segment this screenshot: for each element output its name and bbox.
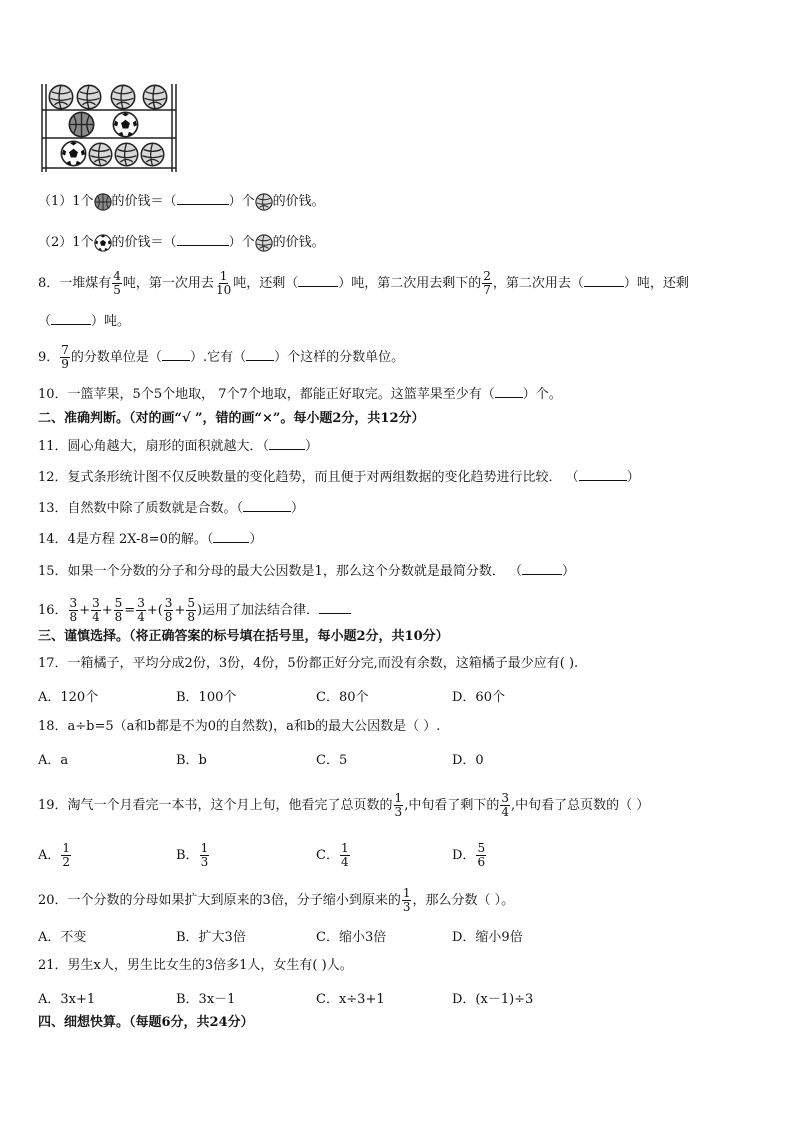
q18-option-b[interactable]: B．b [176, 753, 207, 768]
q17-option-c[interactable]: C．80个 [316, 690, 369, 705]
q18-option-c[interactable]: C．5 [316, 753, 348, 768]
q19-option-c[interactable]: C． $\frac{1}{4}$ [316, 841, 349, 869]
answer-blank[interactable] [269, 437, 305, 450]
q18-option-a[interactable]: A．a [38, 753, 69, 768]
question-8: 8．一堆煤有 $\frac{4}{5}$ 吨，第一次用去 $\frac{1}{10}$ 吨，还剩（ ）吨，第二次用去剩下的 $\frac{2}{7}$ ，第二次用去（ ）吨，还剩 [38, 269, 689, 297]
volleyball-icon [141, 143, 164, 166]
question-16: 16． $\frac{3}{8}$ + $\frac{3}{4}$ + $\frac{5}{8}$ = $\frac{3}{4}$ +( $\frac{3}{8}$ + $\frac{5}{8}$ )运用了加法结合律． [38, 597, 351, 624]
q7-sub2: （2）1个 的价钱＝（ ）个 的价钱。 [38, 235, 325, 250]
q20-option-a[interactable]: A．不变 [38, 930, 87, 945]
answer-blank[interactable] [243, 499, 291, 512]
section-3-heading: 三、谨慎选择。（将正确答案的标号填在括号里，每小题2分，共10分） [38, 629, 449, 644]
q17-option-d[interactable]: D．60个 [452, 690, 505, 705]
fraction: $\frac{3}{4}$ [92, 596, 100, 624]
soccer-ball-icon [61, 141, 85, 165]
fraction: $\frac{1}{3}$ [402, 886, 411, 914]
q18-option-d[interactable]: D．0 [452, 753, 484, 768]
fraction: $\frac{3}{4}$ [501, 791, 509, 819]
basketball-icon [94, 193, 112, 211]
fraction: $\frac{3}{8}$ [69, 596, 78, 624]
answer-blank[interactable] [51, 312, 91, 325]
volleyball-icon [255, 193, 273, 211]
question-20: 20．一个分数的分母如果扩大到原来的3倍，分子缩小到原来的 $\frac{1}{3}$ ，那么分数（ ）。 [38, 886, 515, 914]
question-21: 21．男生x人，男生比女生的3倍多1人，女生有( )人。 [38, 958, 353, 973]
question-9: 9． $\frac{7}{9}$ 的分数单位是（ ）.它有（ ）个这样的分数单位。 [38, 343, 405, 371]
q20-option-c[interactable]: C．缩小3倍 [316, 930, 387, 945]
question-17: 17．一箱橘子，平均分成2份，3份，4份，5份都正好分完,而没有余数，这箱橘子最少应有( ). [38, 656, 579, 671]
volleyball-icon [77, 85, 100, 108]
fraction: $\frac{5}{8}$ [114, 596, 123, 624]
fraction: $\frac{5}{8}$ [187, 596, 195, 624]
q19-option-b[interactable]: B． $\frac{1}{3}$ [176, 841, 209, 869]
question-11: 11．圆心角越大，扇形的面积就越大．（ ） [38, 439, 319, 454]
q21-option-a[interactable]: A．3x+1 [38, 992, 96, 1007]
question-13: 13．自然数中除了质数就是合数。（ ） [38, 501, 305, 516]
question-10: 10．一篮苹果，5个5个地取， 7个7个地取，都能正好取完。这篮苹果至少有（ ）个。 [38, 387, 562, 402]
answer-blank[interactable] [522, 562, 562, 575]
fraction: $\frac{2}{7}$ [483, 269, 491, 297]
fraction: $\frac{1}{10}$ [215, 269, 232, 297]
ball-rack-illustration [40, 82, 180, 174]
fraction: $\frac{7}{9}$ [61, 343, 69, 371]
answer-blank[interactable] [319, 601, 351, 614]
volleyball-icon [143, 85, 166, 108]
fraction: $\frac{3}{8}$ [164, 596, 173, 624]
section-2-heading: 二、准确判断。（对的画“√ ”，错的画“×”。每小题2分，共12分） [38, 411, 425, 426]
volleyball-icon [111, 85, 134, 108]
q7-sub1: （1）1个 的价钱＝（ ）个 的价钱。 [38, 194, 325, 209]
q21-option-b[interactable]: B．3x－1 [176, 992, 236, 1007]
fraction: $\frac{3}{4}$ [137, 596, 145, 624]
q20-option-b[interactable]: B．扩大3倍 [176, 930, 246, 945]
volleyball-icon [89, 143, 112, 166]
volleyball-icon [49, 85, 72, 108]
q21-option-c[interactable]: C．x÷3+1 [316, 992, 385, 1007]
question-19: 19．淘气一个月看完一本书，这个月上旬，他看完了总页数的 $\frac{1}{3}$ ,中旬看了剩下的 $\frac{3}{4}$ ,中旬看了总页数的（ ） [38, 791, 650, 819]
fraction: $\frac{4}{5}$ [113, 269, 121, 297]
question-8-cont: （ ）吨。 [38, 314, 131, 329]
section-4-heading: 四、细想快算。（每题6分，共24分） [38, 1015, 254, 1030]
q19-option-d[interactable]: D． $\frac{5}{6}$ [452, 841, 486, 869]
fraction: $\frac{1}{3}$ [394, 791, 403, 819]
q17-option-b[interactable]: B．100个 [176, 690, 237, 705]
q21-option-d[interactable]: D．(x－1)÷3 [452, 992, 534, 1007]
question-14: 14．4是方程 2X-8=0的解。（ ） [38, 532, 263, 547]
answer-blank[interactable] [177, 233, 229, 246]
answer-blank[interactable] [162, 348, 190, 361]
volleyball-icon [115, 143, 138, 166]
answer-blank[interactable] [495, 385, 523, 398]
basketball-icon [69, 112, 93, 136]
soccer-ball-icon [113, 112, 137, 136]
question-12: 12．复式条形统计图不仅反映数量的变化趋势，而且便于对两组数据的变化趋势进行比较． （ ） [38, 470, 640, 485]
soccer-ball-icon [94, 234, 112, 252]
answer-blank[interactable] [177, 192, 229, 205]
answer-blank[interactable] [579, 468, 627, 481]
answer-blank[interactable] [298, 274, 338, 287]
answer-blank[interactable] [584, 274, 624, 287]
volleyball-icon [255, 234, 273, 252]
question-15: 15．如果一个分数的分子和分母的最大公因数是1，那么这个分数就是最简分数． （ ） [38, 564, 575, 579]
answer-blank[interactable] [246, 348, 274, 361]
answer-blank[interactable] [213, 530, 249, 543]
q17-option-a[interactable]: A．120个 [38, 690, 99, 705]
q20-option-d[interactable]: D．缩小9倍 [452, 930, 523, 945]
q19-option-a[interactable]: A． $\frac{1}{2}$ [38, 841, 71, 869]
question-18: 18．a÷b=5（a和b都是不为0的自然数)，a和b的最大公因数是（ ）. [38, 719, 441, 734]
